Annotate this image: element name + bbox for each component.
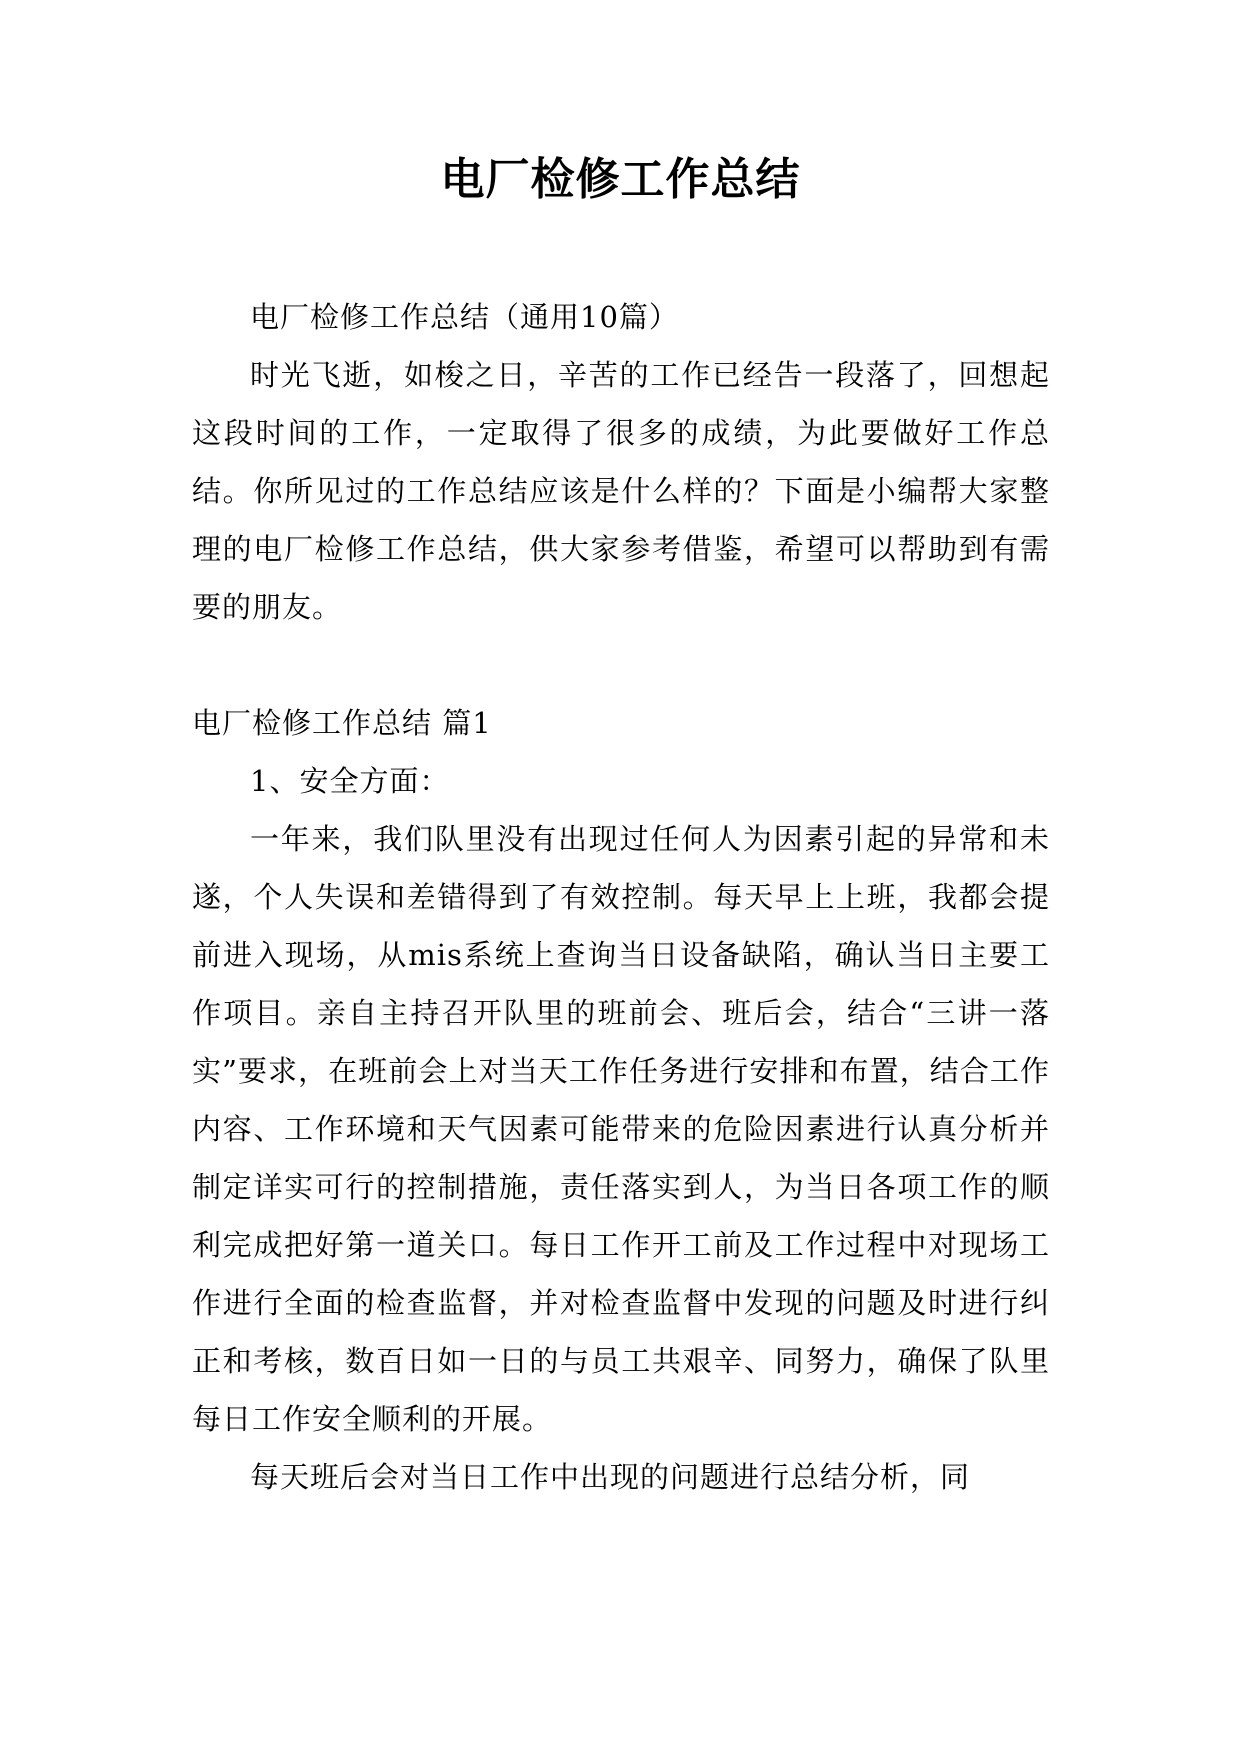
document-title: 电厂检修工作总结 [440, 154, 801, 205]
document-body [192, 288, 1050, 1506]
section-heading: 电厂检修工作总结 篇1 [192, 706, 492, 740]
body-paragraph-2: 每天班后会对当日工作中出现的问题进行总结分析，同 [250, 1460, 971, 1494]
body-paragraph-1: 一年来，我们队里没有出现过任何人为因素引起的异常和未遂，个人失误和差错得到了有效控制。每天早上上班，我都会提前进入现场，从mis系统上查询当日设备缺陷，确认当日主要工作项目。亲自主持召开队里的班前会、班后会，结合“三讲一落实”要求，在班前会上对当天工作任务进行安排和布置，结合工作内容、工作环境和天气因素可能带来的危险因素进行认真分析并制定详实可行的控制措施，责任落实到人，为当日各项工作的顺利完成把好第一道关口。每日工作开工前及工作过程中对现场工作进行全面的检查监督，并对检查监督中发现的问题及时进行纠正和考核，数百日如一日的与员工共艰辛、同努力，确保了队里每日工作安全顺利的开展。 [192, 822, 1050, 1436]
document-subtitle: 电厂检修工作总结（通用10篇） [250, 300, 679, 334]
item-heading: 1、安全方面： [250, 764, 450, 798]
intro-paragraph: 时光飞逝，如梭之日，辛苦的工作已经告一段落了，回想起这段时间的工作，一定取得了很多的成绩，为此要做好工作总结。你所见过的工作总结应该是什么样的？下面是小编帮大家整理的电厂检修工作总结，供大家参考借鉴，希望可以帮助到有需要的朋友。 [192, 358, 1050, 624]
